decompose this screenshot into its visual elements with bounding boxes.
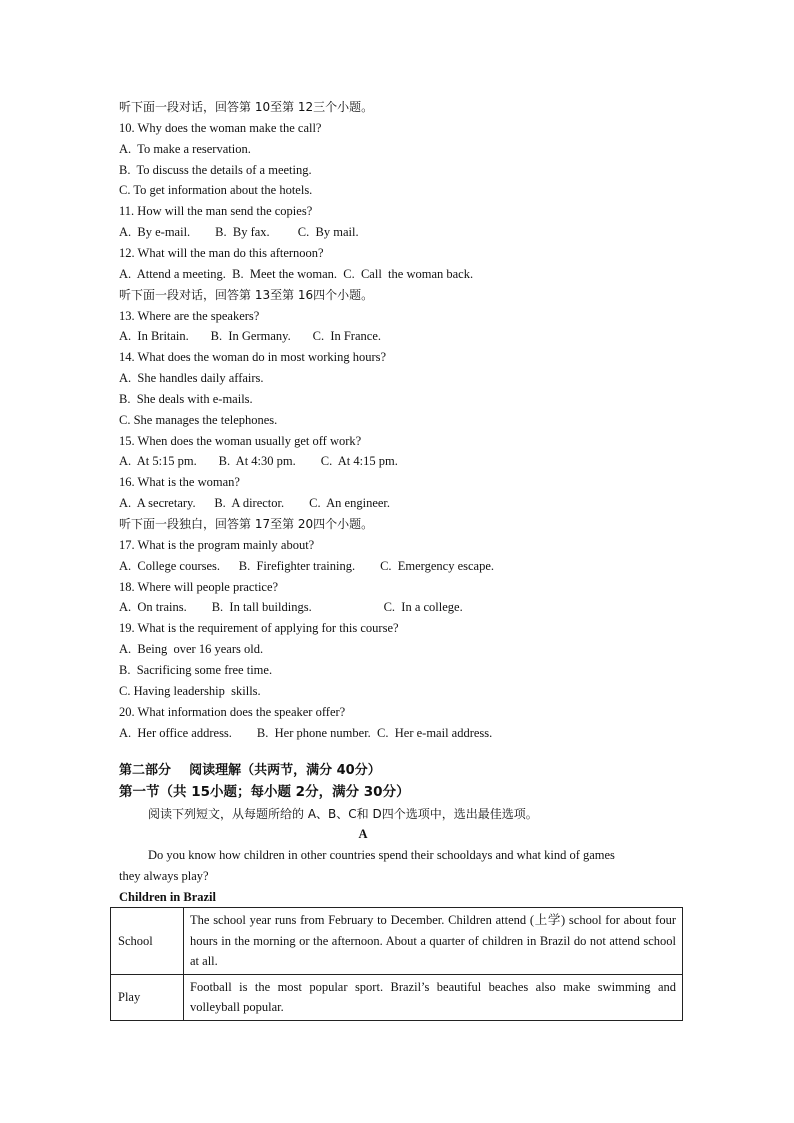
- passage-letter: A: [358, 827, 368, 841]
- question-line: 18. Where will people practice?: [119, 579, 279, 594]
- question-line: 14. What does the woman do in most working hours?: [119, 350, 387, 365]
- question-line: 19. What is the requirement of applying for this course?: [119, 621, 399, 636]
- question-line: A. By e-mail. B. By fax. C. By mail.: [119, 225, 359, 240]
- question-line: 12. What will the man do this afternoon?: [119, 245, 324, 260]
- question-line: A. College courses. B. Firefighter training. C. Emergency escape.: [119, 558, 495, 573]
- question-line: C. To get information about the hotels.: [119, 183, 313, 198]
- question-line: A. In Britain. B. In Germany. C. In France.: [119, 329, 381, 344]
- section-instruction: 听下面一段对话，回答第 10至第 12三个小题。: [119, 100, 374, 114]
- question-line: 15. When does the woman usually get off work?: [119, 433, 362, 448]
- question-line: A. To make a reservation.: [119, 141, 251, 156]
- question-line: A. Attend a meeting. B. Meet the woman. C. Call the woman back.: [119, 266, 474, 281]
- section-part1-title: 第一节（共 15小题；每小题 2分，满分 30分）: [119, 784, 410, 800]
- question-line: 17. What is the program mainly about?: [119, 537, 315, 552]
- question-line: A. Being over 16 years old.: [119, 642, 264, 657]
- table-row: [111, 974, 683, 1020]
- section-instruction: 听下面一段对话，回答第 13至第 16四个小题。: [119, 287, 374, 302]
- section-instruction: 听下面一段独白，回答第 17至第 20四个小题。: [119, 517, 374, 531]
- question-line: A. Her office address. B. Her phone number. C. Her e-mail address.: [119, 725, 493, 740]
- question-line: B. Sacrificing some free time.: [119, 662, 273, 677]
- table-title: Children in Brazil: [119, 890, 217, 904]
- question-line: 20. What information does the speaker offer?: [119, 704, 346, 719]
- instructions: 阅读下列短文，从每题所给的 A、B、C和 D四个选项中，选出最佳选项。: [148, 807, 538, 821]
- question-line: A. She handles daily affairs.: [119, 371, 264, 386]
- question-line: B. She deals with e-mails.: [119, 391, 253, 406]
- question-line: C. Having leadership skills.: [119, 683, 261, 698]
- question-line: C. She manages the telephones.: [119, 412, 278, 427]
- table-row: [111, 908, 683, 975]
- question-line: 16. What is the woman?: [119, 475, 240, 490]
- section-2-title: 第二部分 阅读理解（共两节，满分 40分）: [119, 763, 381, 778]
- children-in-brazil-table: [110, 907, 683, 1021]
- row-key: School: [111, 908, 184, 975]
- intro-line-1: Do you know how children in other countries spend their schooldays and what kind of games: [148, 848, 615, 862]
- intro-line-2: they always play?: [119, 869, 209, 883]
- question-line: 10. Why does the woman make the call?: [119, 120, 322, 135]
- question-line: 13. Where are the speakers?: [119, 308, 260, 323]
- row-value: The school year runs from February to December. Children attend (上学) school for about four hours in the morning or the afternoon. About a quarter of children in Brazil do not attend school at all.: [184, 908, 683, 975]
- row-value: Football is the most popular sport. Brazil’s beautiful beaches also make swimming and volleyball popular.: [184, 974, 683, 1020]
- question-line: A. A secretary. B. A director. C. An engineer.: [119, 496, 391, 511]
- question-line: B. To discuss the details of a meeting.: [119, 162, 312, 177]
- question-line: 11. How will the man send the copies?: [119, 204, 313, 219]
- question-line: A. At 5:15 pm. B. At 4:30 pm. C. At 4:15 pm.: [119, 454, 398, 469]
- question-line: A. On trains. B. In tall buildings. C. In a college.: [119, 600, 463, 615]
- row-key: Play: [111, 974, 184, 1020]
